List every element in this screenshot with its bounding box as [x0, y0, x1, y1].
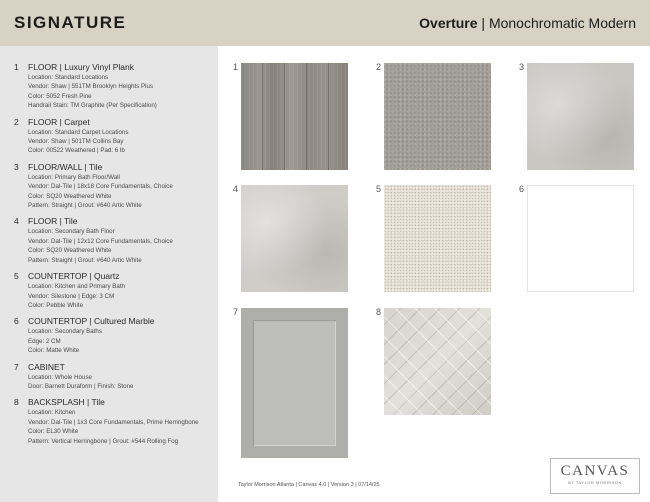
spec-title: COUNTERTOP | Quartz [28, 271, 120, 282]
spec-title: COUNTERTOP | Cultured Marble [28, 316, 155, 327]
spec-detail: Vendor: Shaw | 501TM Collins Bay [28, 138, 124, 146]
spec-title: FLOOR | Tile [28, 216, 78, 227]
tile-swatch [241, 185, 348, 292]
swatch-label: 3 [519, 62, 525, 72]
swatch-cell-1 [230, 58, 350, 176]
spec-number: 6 [14, 316, 19, 327]
swatch-cell-4 [230, 180, 350, 298]
spec-detail: Location: Kitchen and Primary Bath [28, 283, 125, 291]
tile-swatch [527, 63, 634, 170]
swatch-cell-8 [373, 303, 493, 421]
collection-title [419, 15, 636, 31]
spec-detail: Color: 00522 Weathered | Pad: 6 lb [28, 147, 125, 155]
collection-style: Monochromatic Modern [488, 15, 636, 31]
swatch-label: 8 [376, 307, 382, 317]
swatch-cell-7 [230, 303, 350, 463]
spec-title: FLOOR | Luxury Vinyl Plank [28, 62, 134, 72]
spec-detail: Vendor: Silestone | Edge: 3 CM [28, 292, 115, 300]
spec-item-5 [14, 271, 210, 310]
spec-detail: Vendor: Dal-Tile | 1x3 Core Fundamentals, Prime Herringbone [28, 418, 199, 426]
spec-item-8 [14, 397, 210, 446]
collection-name: Overture [419, 15, 478, 31]
collection-separator: | [477, 15, 489, 31]
spec-detail: Color: 5052 Fresh Pine [28, 92, 92, 100]
swatch-cell-6 [516, 180, 636, 298]
swatch-cell-3 [516, 58, 636, 176]
herringbone-backsplash-swatch [384, 308, 491, 415]
spec-detail: Location: Secondary Bath Floor [28, 228, 115, 236]
spec-number: 2 [14, 116, 19, 127]
spec-detail: Location: Standard Locations [28, 74, 109, 81]
spec-number: 4 [14, 216, 19, 227]
swatch-cell-2 [373, 58, 493, 176]
spec-detail: Color: SQ20 Weathered White [28, 192, 112, 200]
spec-number: 7 [14, 361, 19, 372]
spec-detail: Color: SQ20 Weathered White [28, 247, 112, 255]
spec-title: CABINET [28, 361, 65, 372]
spec-detail: Location: Secondary Baths [28, 328, 102, 336]
vinyl-plank-swatch [241, 63, 348, 170]
spec-detail: Location: Primary Bath Floor/Wall [28, 173, 120, 181]
quartz-swatch [384, 185, 491, 292]
spec-item-1 [14, 62, 210, 111]
logo-word: CANVAS [560, 463, 630, 479]
swatch-cell-5 [373, 180, 493, 298]
spec-number: 8 [14, 397, 19, 408]
spec-detail: Pattern: Straight | Grout: #640 Artic White [28, 256, 142, 264]
spec-title: BACKSPLASH | Tile [28, 397, 105, 408]
spec-item-2 [14, 117, 210, 156]
spec-detail: Vendor: Shaw | 551TM Brooklyn Heights Plus [28, 83, 154, 91]
spec-item-3 [14, 162, 210, 211]
spec-detail: Handrail Stain: TM Graphite (Per Specification) [28, 102, 157, 110]
cabinet-door-image [241, 308, 348, 458]
spec-detail: Location: Kitchen [28, 409, 76, 417]
spec-detail: Pattern: Vertical Herringbone | Grout: #544 Rolling Fog [28, 437, 179, 445]
carpet-swatch [384, 63, 491, 170]
spec-title: FLOOR/WALL | Tile [28, 161, 103, 172]
canvas-logo [550, 458, 640, 494]
spec-title: FLOOR | Carpet [28, 116, 90, 127]
spec-detail: Vendor: Dal-Tile | 12x12 Core Fundamentals, Choice [28, 237, 173, 245]
spec-number: 5 [14, 271, 19, 282]
swatch-label: 1 [233, 62, 239, 72]
specification-list [0, 46, 218, 502]
spec-number: 3 [14, 161, 19, 172]
spec-detail: Edge: 2 CM [28, 337, 61, 345]
brand-title: SIGNATURE [14, 13, 127, 32]
spec-item-6 [14, 316, 210, 355]
swatch-label: 4 [233, 184, 239, 194]
swatch-label: 6 [519, 184, 525, 194]
spec-detail: Color: EL30 White [28, 428, 79, 436]
spec-number: 1 [14, 62, 19, 72]
cultured-marble-swatch [527, 185, 634, 292]
swatch-label: 2 [376, 62, 382, 72]
spec-detail: Color: Matte White [28, 347, 80, 355]
swatch-grid [230, 58, 650, 458]
footer-version-text: Taylor Morrison Atlanta | Canvas 4.0 | Version 3 | 07/14/25 [238, 482, 380, 488]
header-bar [0, 0, 650, 46]
swatch-label: 7 [233, 307, 239, 317]
cabinet-door-panel [253, 320, 336, 446]
spec-detail: Pattern: Straight | Grout: #640 Artic White [28, 202, 142, 210]
spec-item-7 [14, 362, 210, 392]
spec-item-4 [14, 216, 210, 265]
swatch-label: 5 [376, 184, 382, 194]
spec-detail: Location: Whole House [28, 373, 92, 381]
spec-detail: Color: Pebble White [28, 301, 84, 309]
spec-detail: Door: Barnett Duraform | Finish: Stone [28, 382, 134, 390]
spec-detail: Location: Standard Carpet Locations [28, 128, 129, 136]
logo-subtitle: BY TAYLOR MORRISON [568, 480, 622, 485]
spec-detail: Vendor: Dal-Tile | 18x18 Core Fundamentals, Choice [28, 183, 173, 191]
